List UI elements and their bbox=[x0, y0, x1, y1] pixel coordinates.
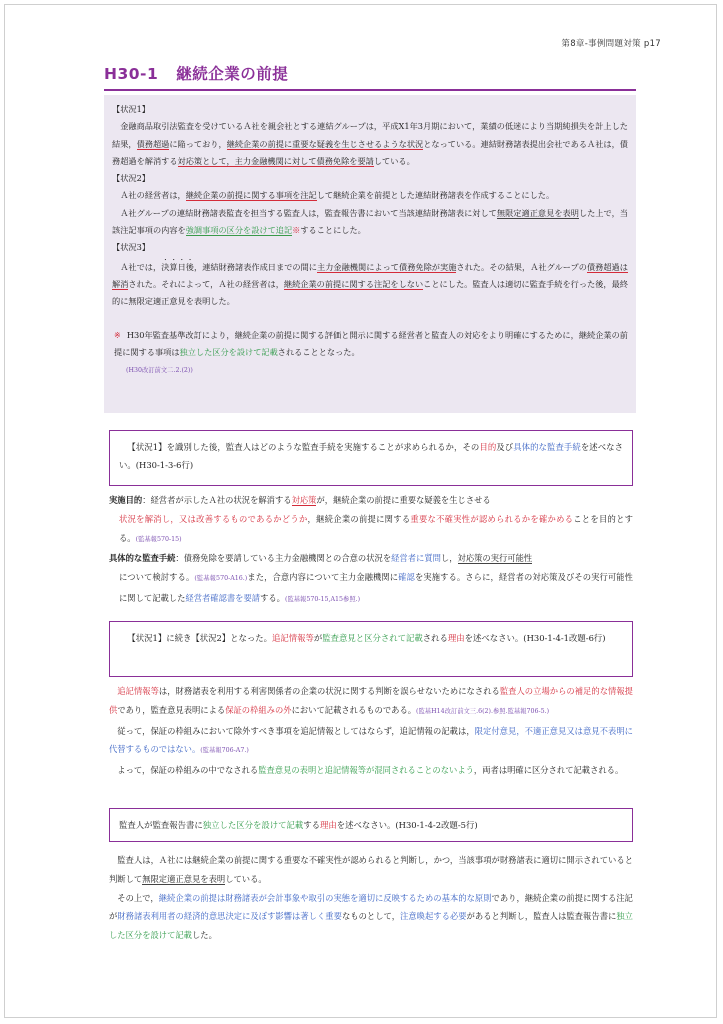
question-3-box bbox=[109, 808, 633, 842]
revision-note: ※ H30年監査基準改訂により，継続企業の前提に関する評価と開示に関する経営者と監査人の対応をより明確にするために，継続企業の前提に関する事項は独立した区分を設けて記載されることとなった。 (H30改訂前文二.2.(2)) bbox=[114, 329, 628, 375]
case-description-box bbox=[104, 95, 636, 413]
case-3-text: Ａ社では，決算日後，連結財務諸表作成日までの間に主力金融機関によって債務免除が実施された。その結果，Ａ社グループの債務超過は解消された。それによって，Ａ社の経営者は，継続企業の前提に関する注記をしないことにした。監査人は適切に監査手続を行った後，最終的に無限定適正意見を表明した。 bbox=[112, 261, 628, 307]
case-1-text: 金融商品取引法監査を受けているＡ社を親会社とする連結グループは，平成X1年3月期において，業績の低迷により当期純損失を計上した結果，債務超過に陥っており，継続企業の前提に重要な疑義を生じさせるような状況となっている。連結財務諸表提出会社であるＡ社は，債務超過を解消する対応策として，主力金融機関に対して債務免除を要請している。 bbox=[112, 121, 628, 166]
answer-3-para-2: その上で，継続企業の前提は財務諸表が会計事象や取引の実態を適切に反映するための基本的な原則であり，継続企業の前提に関する注記が財務諸表利用者の経済的意思決定に及ぼす影響は著しく重要なものとして，注意喚起する必要があると判断し，監査人は監査報告書に独立した区分を設けて記載した。 bbox=[109, 892, 633, 941]
answer-1 bbox=[109, 491, 633, 610]
case-3 bbox=[112, 239, 628, 310]
title-text: 継続企業の前提 bbox=[176, 65, 289, 83]
note-ref: (H30改訂前文二.2.(2)) bbox=[126, 367, 193, 375]
case-2-text-1: Ａ社の経営者は，継続企業の前提に関する事項を注記して継続企業を前提とした連結財務諸表を作成することにした。 bbox=[120, 190, 555, 201]
case-2-text-2: Ａ社グループの連結財務諸表監査を担当する監査人は，監査報告書において当該連結財務諸表に対して無限定適正意見を表明した上で，当該注記事項の内容を強調事項の区分を設けて追記※することにした。 bbox=[112, 207, 628, 236]
question-1-box bbox=[109, 430, 633, 486]
question-2-text: 【状況1】に続き【状況2】となった。追記情報等が監査意見と区分されて記載される理由を述べなさい。(H30-1-4-1改題-6行) bbox=[127, 633, 606, 643]
answer-2 bbox=[109, 682, 633, 780]
case-1-label: 【状況1】 bbox=[112, 104, 150, 114]
answer-3-para-1: 監査人は，Ａ社には継続企業の前提に関する重要な不確実性が認められると判断し，かつ，当該事項が財務諸表に適切に開示されていると判断して無限定適正意見を表明している。 bbox=[109, 855, 633, 884]
case-1 bbox=[112, 101, 628, 170]
answer-1-procedure: 具体的な監査手続：債務免除を要請している主力金融機関との合意の状況を経営者に質問し，対応策の実行可能性 について検討する。(監基報570-A16.)また，合意内容について主力金融機関に確認を実施する。さらに，経営者の対応策及びその実行可能性に関して記載した経営者確認書を要請する。(監基報570-15,A15参照.) bbox=[109, 553, 633, 603]
question-3-text: 監査人が監査報告書に独立した区分を設けて記載する理由を述べなさい。(H30-1-4-2改題-5行) bbox=[119, 820, 478, 830]
note-mark: ※ bbox=[114, 329, 121, 340]
answer-2-para-1: 追記情報等は，財務諸表を利用する利害関係者の企業の状況に関する判断を誤らせないためになされる監査人の立場からの補足的な情報提供であり，監査意見表明による保証の枠組みの外において記載されるものである。(監基H14改訂前文三.6(2).参照.監基報706-5.) bbox=[109, 686, 633, 715]
answer-2-para-2: 従って，保証の枠組みにおいて除外すべき事項を追記情報としてはならず，追記情報の記載は，限定付意見，不適正意見又は意見不表明に代替するものではない。(監基報706-A7.) bbox=[109, 725, 633, 755]
case-2 bbox=[112, 170, 628, 239]
page-title bbox=[104, 62, 636, 91]
case-3-label: 【状況3】 bbox=[112, 242, 150, 253]
running-head: 第8章-事例問題対策 p17 bbox=[561, 39, 661, 49]
title-number: H30-1 bbox=[104, 65, 159, 83]
answer-2-para-3: よって，保証の枠組みの中でなされる監査意見の表明と追記情報等が混同されることのないよう，両者は明確に区分されて記載される。 bbox=[117, 765, 624, 776]
answer-1-purpose: 実施目的：経営者が示したＡ社の状況を解消する対応策が，継続企業の前提に重要な疑義を生じさせる 状況を解消し，又は改善するものであるかどうか，継続企業の前提に関する重要な不確実性が認められるかを確かめることを目的とする。(監基報570-15) bbox=[109, 495, 633, 543]
case-2-label: 【状況2】 bbox=[112, 173, 150, 184]
question-1-text: 【状況1】を識別した後，監査人はどのような監査手続を実施することが求められるか，その目的及び具体的な監査手続を述べなさい。(H30-1-3-6行) bbox=[119, 442, 623, 470]
answer-3 bbox=[109, 851, 633, 945]
question-2-box bbox=[109, 621, 633, 677]
